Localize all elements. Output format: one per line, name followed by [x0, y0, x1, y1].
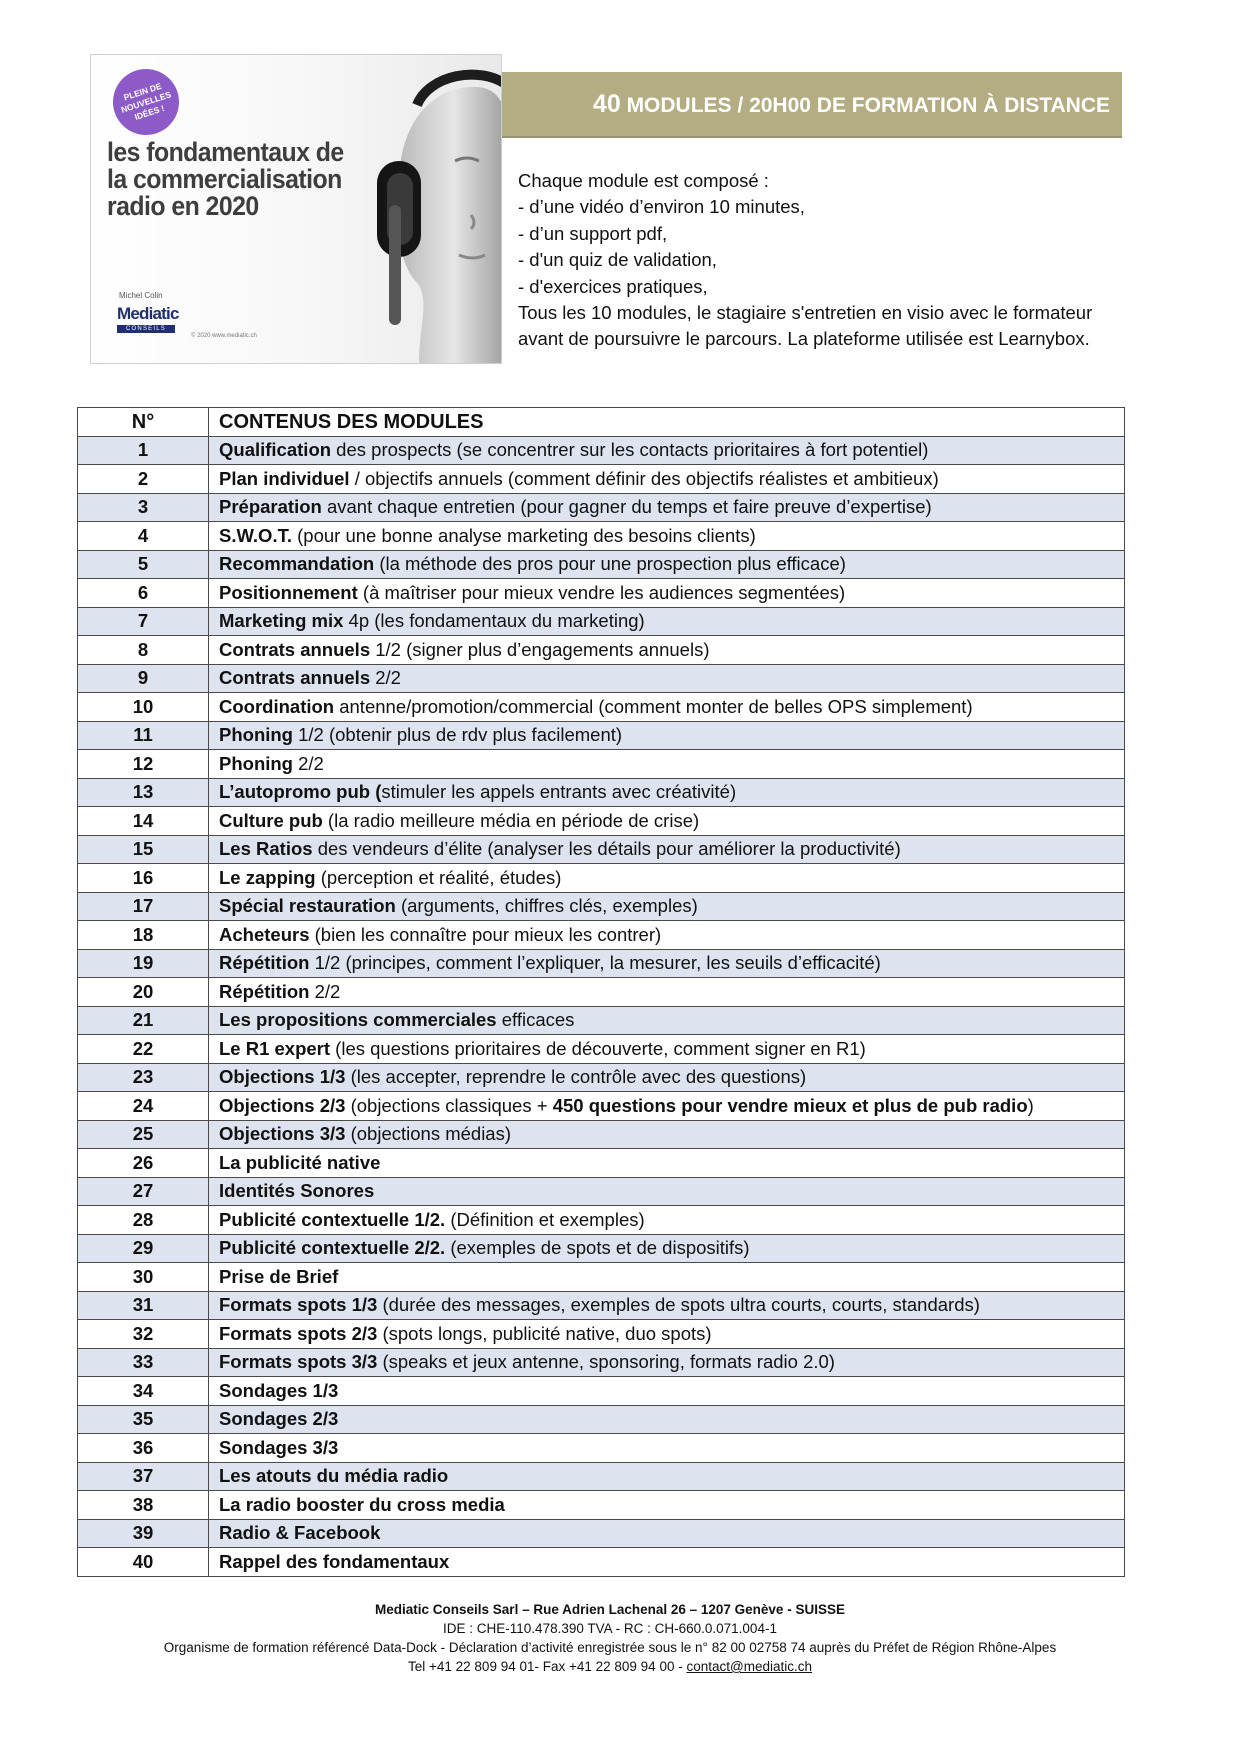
- table-row: [78, 1234, 1125, 1263]
- module-description: antenne/promotion/commercial (comment monter de belles OPS simplement): [334, 695, 973, 717]
- headphones-mannequin-illustration: [359, 65, 502, 364]
- footer-contact: Tel +41 22 809 94 01- Fax +41 22 809 94 00 - contact@mediatic.ch: [408, 1659, 812, 1674]
- module-description: / objectifs annuels (comment définir des objectifs réalistes et ambitieux): [349, 467, 939, 489]
- module-number: 15: [78, 835, 209, 864]
- table-row: [78, 550, 1125, 579]
- module-content: [209, 550, 1125, 579]
- module-content: [209, 693, 1125, 722]
- module-number: 6: [78, 579, 209, 608]
- module-number: 7: [78, 607, 209, 636]
- table-row: [78, 1149, 1125, 1178]
- module-number: 32: [78, 1320, 209, 1349]
- module-title: Acheteurs: [219, 923, 310, 945]
- cover-image: [90, 54, 502, 364]
- module-content: [209, 1377, 1125, 1406]
- cover-author: Michel Colin: [119, 291, 163, 300]
- module-title: Formats spots 3/3: [219, 1351, 378, 1373]
- table-row: [78, 978, 1125, 1007]
- table-row: [78, 1177, 1125, 1206]
- module-description: (pour une bonne analyse marketing des besoins clients): [291, 524, 756, 546]
- module-content: [209, 1291, 1125, 1320]
- module-description: des vendeurs d’élite (analyser les détails pour améliorer la productivité): [312, 838, 901, 860]
- module-title: Répétition: [219, 980, 310, 1002]
- table-row: [78, 1519, 1125, 1548]
- module-title: Marketing mix: [219, 610, 344, 632]
- module-description: (objections classiques +: [345, 1094, 553, 1116]
- module-title: La radio booster du cross media: [219, 1493, 505, 1515]
- intro-line: - d’une vidéo d’environ 10 minutes,: [518, 196, 805, 218]
- module-number: 21: [78, 1006, 209, 1035]
- module-title: La publicité native: [219, 1151, 381, 1173]
- module-content: [209, 835, 1125, 864]
- module-content: [209, 1149, 1125, 1178]
- intro-line: - d'un quiz de validation,: [518, 249, 717, 271]
- module-number: 23: [78, 1063, 209, 1092]
- table-row: [78, 892, 1125, 921]
- module-title: Plan individuel: [219, 467, 350, 489]
- module-number: 20: [78, 978, 209, 1007]
- module-title: Répétition: [219, 952, 310, 974]
- module-description: (perception et réalité, études): [315, 866, 562, 888]
- module-title: S.W.O.T.: [219, 524, 292, 546]
- modules-table: [77, 407, 1125, 1577]
- table-row: [78, 1491, 1125, 1520]
- module-number: 4: [78, 522, 209, 551]
- module-number: 40: [78, 1548, 209, 1577]
- module-number: 22: [78, 1035, 209, 1064]
- intro-line: avant de poursuivre le parcours. La plateforme utilisée est Learnybox.: [518, 328, 1090, 350]
- module-number: 13: [78, 778, 209, 807]
- table-row: [78, 1405, 1125, 1434]
- module-description: 2/2: [370, 667, 401, 689]
- table-row: [78, 1434, 1125, 1463]
- module-number: 33: [78, 1348, 209, 1377]
- table-row: [78, 1120, 1125, 1149]
- module-number: 29: [78, 1234, 209, 1263]
- module-number: 24: [78, 1092, 209, 1121]
- module-content: [209, 721, 1125, 750]
- table-row: [78, 693, 1125, 722]
- module-number: 35: [78, 1405, 209, 1434]
- module-description: (speaks et jeux antenne, sponsoring, formats radio 2.0): [377, 1351, 835, 1373]
- module-content: [209, 1035, 1125, 1064]
- module-content: [209, 579, 1125, 608]
- module-content: [209, 864, 1125, 893]
- email-link[interactable]: contact@mediatic.ch: [686, 1659, 812, 1674]
- table-row: [78, 1035, 1125, 1064]
- module-description: (bien les connaître pour mieux les contrer): [309, 923, 662, 945]
- module-number: 28: [78, 1206, 209, 1235]
- module-number: 38: [78, 1491, 209, 1520]
- table-row: [78, 835, 1125, 864]
- table-row: [78, 1377, 1125, 1406]
- cover-title: les fondamentaux de la commercialisation radio en 2020: [107, 137, 344, 221]
- module-title: Les atouts du média radio: [219, 1465, 449, 1487]
- module-description: (objections médias): [345, 1123, 512, 1145]
- table-row: [78, 1462, 1125, 1491]
- module-content: [209, 750, 1125, 779]
- module-description: efficaces: [496, 1009, 575, 1031]
- module-title: Identités Sonores: [219, 1180, 375, 1202]
- module-number: 8: [78, 636, 209, 665]
- module-content: [209, 1234, 1125, 1263]
- module-number: 16: [78, 864, 209, 893]
- table-row: [78, 864, 1125, 893]
- module-number: 11: [78, 721, 209, 750]
- table-row: [78, 949, 1125, 978]
- module-title: Spécial restauration: [219, 895, 396, 917]
- module-title: Publicité contextuelle 2/2.: [219, 1237, 446, 1259]
- module-content: [209, 1348, 1125, 1377]
- module-content: [209, 1434, 1125, 1463]
- mediatic-logo: Mediatic CONSEILS: [117, 304, 179, 332]
- module-content: [209, 522, 1125, 551]
- module-title: Sondages 2/3: [219, 1408, 339, 1430]
- module-description: (à maîtriser pour mieux vendre les audiences segmentées): [357, 581, 846, 603]
- module-content: [209, 1177, 1125, 1206]
- module-description: avant chaque entretien (pour gagner du temps et faire preuve d’expertise): [321, 496, 932, 518]
- module-number: 36: [78, 1434, 209, 1463]
- module-content: [209, 978, 1125, 1007]
- module-description: (spots longs, publicité native, duo spots): [377, 1322, 712, 1344]
- table-header-row: [78, 408, 1125, 437]
- promo-badge: PLEIN DE NOUVELLES IDÉES !: [104, 60, 187, 143]
- module-title: Publicité contextuelle 1/2.: [219, 1208, 446, 1230]
- module-description: 4p (les fondamentaux du marketing): [343, 610, 645, 632]
- module-title: Culture pub: [219, 809, 323, 831]
- footer-company: Mediatic Conseils Sarl – Rue Adrien Lachenal 26 – 1207 Genève - SUISSE: [375, 1602, 845, 1617]
- module-content: [209, 949, 1125, 978]
- module-title: Le zapping: [219, 866, 316, 888]
- table-row: [78, 579, 1125, 608]
- table-row: [78, 750, 1125, 779]
- module-title: Phoning: [219, 724, 293, 746]
- module-content: [209, 1519, 1125, 1548]
- module-number: 12: [78, 750, 209, 779]
- module-description: 2/2: [309, 980, 341, 1002]
- module-content: [209, 636, 1125, 665]
- module-content: [209, 1206, 1125, 1235]
- table-row: [78, 1548, 1125, 1577]
- intro-line: - d’un support pdf,: [518, 222, 668, 244]
- module-content: [209, 1092, 1125, 1121]
- module-description: (les accepter, reprendre le contrôle avec des questions): [345, 1066, 807, 1088]
- page-footer: [0, 1600, 1220, 1676]
- module-title: 450 questions pour vendre mieux et plus de pub radio: [552, 1094, 1028, 1116]
- module-description: ): [1027, 1094, 1034, 1116]
- module-number: 17: [78, 892, 209, 921]
- module-title: Les propositions commerciales: [219, 1009, 497, 1031]
- footer-registration: IDE : CHE-110.478.390 TVA - RC : CH-660.0.071.004-1: [443, 1621, 777, 1636]
- table-row: [78, 664, 1125, 693]
- intro-line: - d'exercices pratiques,: [518, 275, 708, 297]
- banner-title: 40 MODULES / 20H00 DE FORMATION À DISTANCE: [592, 89, 1110, 118]
- cover-copyright: © 2020 www.mediatic.ch: [191, 333, 257, 339]
- module-title: Phoning: [219, 752, 293, 774]
- table-row: [78, 1291, 1125, 1320]
- module-content: [209, 1063, 1125, 1092]
- column-header-content: CONTENUS DES MODULES: [209, 408, 1125, 437]
- table-row: [78, 1063, 1125, 1092]
- module-number: 1: [78, 436, 209, 465]
- module-description: (arguments, chiffres clés, exemples): [395, 895, 698, 917]
- modules-table-body: [78, 436, 1125, 1576]
- module-content: [209, 1320, 1125, 1349]
- module-title: Les Ratios: [219, 838, 313, 860]
- module-number: 26: [78, 1149, 209, 1178]
- module-title: Radio & Facebook: [219, 1522, 381, 1544]
- table-row: [78, 1348, 1125, 1377]
- module-content: [209, 921, 1125, 950]
- table-row: [78, 1006, 1125, 1035]
- module-title: Préparation: [219, 496, 322, 518]
- table-row: [78, 493, 1125, 522]
- module-title: Positionnement: [219, 581, 358, 603]
- module-description: (exemples de spots et de dispositifs): [445, 1237, 750, 1259]
- table-row: [78, 807, 1125, 836]
- module-content: [209, 1120, 1125, 1149]
- module-title: Prise de Brief: [219, 1265, 339, 1287]
- module-title: Recommandation: [219, 553, 375, 575]
- heading-banner: [502, 72, 1122, 138]
- table-row: [78, 607, 1125, 636]
- module-content: [209, 1405, 1125, 1434]
- module-number: 34: [78, 1377, 209, 1406]
- module-title: Sondages 1/3: [219, 1379, 339, 1401]
- module-number: 31: [78, 1291, 209, 1320]
- module-content: [209, 1548, 1125, 1577]
- module-description: des prospects (se concentrer sur les contacts prioritaires à fort potentiel): [331, 439, 929, 461]
- module-title: Sondages 3/3: [219, 1436, 339, 1458]
- table-row: [78, 778, 1125, 807]
- module-title: Objections 3/3: [219, 1123, 346, 1145]
- module-title: Formats spots 2/3: [219, 1322, 378, 1344]
- table-row: [78, 636, 1125, 665]
- module-number: 2: [78, 465, 209, 494]
- module-description: 1/2 (signer plus d’engagements annuels): [370, 638, 710, 660]
- module-content: [209, 664, 1125, 693]
- module-content: [209, 1462, 1125, 1491]
- module-title: Rappel des fondamentaux: [219, 1550, 450, 1572]
- table-row: [78, 436, 1125, 465]
- module-number: 30: [78, 1263, 209, 1292]
- module-title: Contrats annuels: [219, 667, 371, 689]
- module-number: 9: [78, 664, 209, 693]
- table-row: [78, 721, 1125, 750]
- module-content: [209, 436, 1125, 465]
- module-number: 14: [78, 807, 209, 836]
- module-number: 25: [78, 1120, 209, 1149]
- module-title: Objections 1/3: [219, 1066, 346, 1088]
- module-number: 19: [78, 949, 209, 978]
- table-row: [78, 522, 1125, 551]
- module-description: 1/2 (principes, comment l’expliquer, la mesurer, les seuils d’efficacité): [309, 952, 881, 974]
- module-content: [209, 493, 1125, 522]
- module-content: [209, 465, 1125, 494]
- table-row: [78, 1206, 1125, 1235]
- module-content: [209, 892, 1125, 921]
- intro-line: Tous les 10 modules, le stagiaire s'entretien en visio avec le formateur: [518, 302, 1093, 324]
- module-description: (Définition et exemples): [445, 1208, 645, 1230]
- module-number: 3: [78, 493, 209, 522]
- table-row: [78, 921, 1125, 950]
- module-content: [209, 1006, 1125, 1035]
- module-content: [209, 1491, 1125, 1520]
- module-description: (durée des messages, exemples de spots ultra courts, courts, standards): [377, 1294, 980, 1316]
- module-description: (la radio meilleure média en période de crise): [322, 809, 700, 831]
- module-content: [209, 607, 1125, 636]
- module-title: Le R1 expert: [219, 1037, 331, 1059]
- module-description: (la méthode des pros pour une prospection plus efficace): [374, 553, 846, 575]
- intro-line: Chaque module est composé :: [518, 170, 769, 191]
- table-row: [78, 1092, 1125, 1121]
- module-title: Coordination: [219, 695, 335, 717]
- module-description: 1/2 (obtenir plus de rdv plus facilement): [292, 724, 623, 746]
- module-number: 39: [78, 1519, 209, 1548]
- intro-text: [518, 168, 1118, 353]
- module-number: 18: [78, 921, 209, 950]
- module-content: [209, 778, 1125, 807]
- table-row: [78, 1320, 1125, 1349]
- module-content: [209, 807, 1125, 836]
- module-number: 37: [78, 1462, 209, 1491]
- module-title: Formats spots 1/3: [219, 1294, 378, 1316]
- module-number: 27: [78, 1177, 209, 1206]
- module-title: L’autopromo pub (: [219, 781, 382, 803]
- module-description: stimuler les appels entrants avec créativité): [381, 781, 737, 803]
- module-content: [209, 1263, 1125, 1292]
- table-row: [78, 465, 1125, 494]
- module-title: Contrats annuels: [219, 638, 371, 660]
- module-title: Qualification: [219, 439, 332, 461]
- module-description: (les questions prioritaires de découverte, comment signer en R1): [330, 1037, 866, 1059]
- table-row: [78, 1263, 1125, 1292]
- module-number: 10: [78, 693, 209, 722]
- module-title: Objections 2/3: [219, 1094, 346, 1116]
- footer-accreditation: Organisme de formation référencé Data-Dock - Déclaration d’activité enregistrée sous le n° 82 00 02758 74 auprès du Préfet de Région Rhône-Alpes: [163, 1640, 1057, 1655]
- module-description: 2/2: [292, 752, 324, 774]
- column-header-number: N°: [78, 408, 209, 437]
- module-number: 5: [78, 550, 209, 579]
